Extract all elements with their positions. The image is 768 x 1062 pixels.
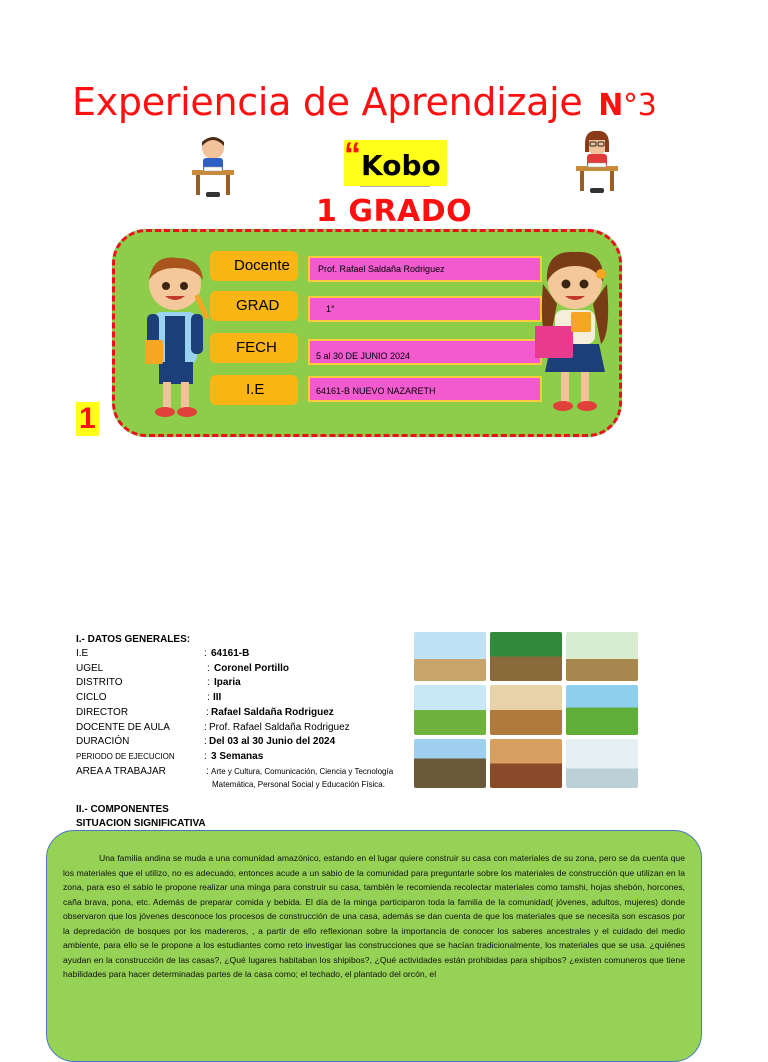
label-grado: GRAD	[210, 291, 298, 321]
value-fecha: 5 al 30 DE JUNIO 2024	[308, 339, 542, 365]
roofing-image	[490, 685, 562, 734]
forest-work-image	[490, 632, 562, 681]
situacion-heading: SITUACION SIGNIFICATIVA	[76, 818, 206, 829]
value-docente: Prof. Rafael Saldaña Rodriguez	[308, 256, 542, 282]
hut-frame-image	[414, 632, 486, 681]
workers-image	[566, 685, 638, 734]
experience-number: N°3	[598, 88, 657, 123]
value-ie: 64161-B NUEVO NAZARETH	[308, 376, 542, 402]
village-image	[490, 739, 562, 788]
house-building-images	[414, 632, 638, 788]
componentes-heading: II.- COMPONENTES	[76, 804, 169, 815]
student-at-desk-icon-right	[572, 130, 622, 196]
boy-with-books-icon	[139, 254, 215, 420]
title-text: Experiencia de Aprendizaje	[72, 80, 583, 124]
student-at-desk-icon-left	[188, 134, 238, 200]
page-title	[72, 80, 657, 124]
quote-mark: “	[344, 136, 361, 174]
side-number: 1	[76, 402, 99, 436]
subtitle-underline	[360, 186, 430, 187]
situacion-text: Una familia andina se muda a una comunidad amazónico, estando en el lugar quiere construir su casa con materiales de su zona, pero se da cuenta que los materiales que el utilizo, no es adecuado, entonces acude a un sabio de la comunidad para preguntarle sobre los materiales de construcción que utilizan en la zona, para eso el sabio le propone realizar una minga para construir su casa, también le recomienda recolectar materiales como tamshi, hojas shebón, horcones, caña brava, pona, etc. Además de preparar comida y bebida. El día de la minga participaron toda la familia de la comunidad( jóvenes, adultos, mujeres) donde observaron que los jóvenes desconoce los procesos de construcción de una casa, además se dan cuenta de que los materiales que se necesita son escasos por la depredación de bosques por los madereros, , a partir de ello reflexionan sobre la importancia de conocer los saberes ancestrales y el cuidado del medio ambiente, para ello se le propone a los estudiantes como reto investigar las construcciones que se hacían tradicionalmente, los materiales que se usa. ¿quiénes ayudan en la construcción de las casas?, ¿Qué lugares habitaban los shipibos?, ¿Qué actividades están prohibidas para shipibos? ¿existen comuneros que tiene habilidades para hacer determinadas partes de la casa como; el techado, el plantado del orcón, el	[63, 853, 685, 979]
subtitle-highlight	[344, 136, 447, 186]
sketch-image	[566, 739, 638, 788]
grade-title: 1 GRADO	[316, 194, 473, 229]
label-ie: I.E	[210, 375, 298, 405]
thatched-hut-image	[414, 739, 486, 788]
family-building-image	[414, 685, 486, 734]
info-card	[112, 229, 622, 437]
situacion-box	[46, 830, 702, 1062]
datos-generales-heading: I.- DATOS GENERALES:	[76, 634, 191, 645]
hut-frame-image-2	[566, 632, 638, 681]
area-line2: Matemática, Personal Social y Educación Física.	[212, 780, 385, 789]
subtitle-text: Kobo	[361, 149, 441, 182]
girl-with-box-icon	[535, 244, 615, 420]
label-fecha: FECH	[210, 333, 298, 363]
label-docente: Docente	[210, 251, 298, 281]
value-grado: 1°	[308, 296, 542, 322]
